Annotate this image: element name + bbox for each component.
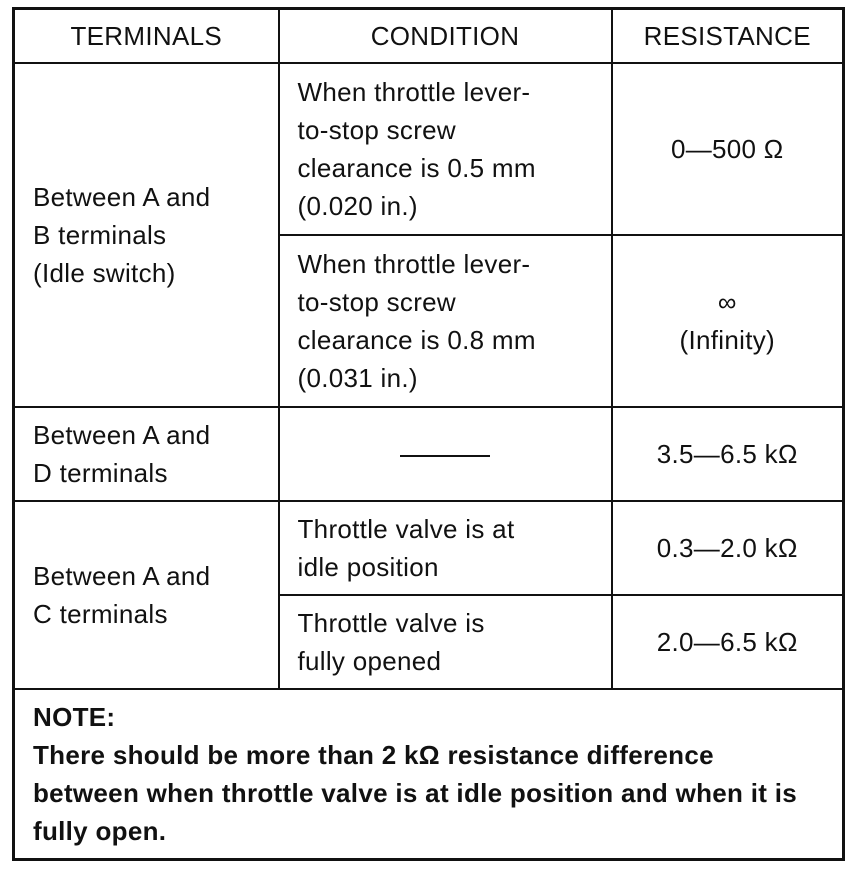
resistance-ac-2: 2.0—6.5 kΩ xyxy=(612,595,844,689)
header-resistance: RESISTANCE xyxy=(612,9,844,64)
header-terminals: TERMINALS xyxy=(14,9,279,64)
resistance-ab-2: ∞ (Infinity) xyxy=(612,235,844,407)
table-row xyxy=(14,63,844,235)
terminals-ad: Between A and D terminals xyxy=(14,407,279,501)
table-row xyxy=(14,407,844,501)
terminals-ac: Between A and C terminals xyxy=(14,501,279,689)
resistance-ab-1: 0—500 Ω xyxy=(612,63,844,235)
note-row xyxy=(14,689,844,860)
header-condition: CONDITION xyxy=(279,9,612,64)
resistance-spec-table xyxy=(12,7,845,861)
condition-ad-empty xyxy=(279,407,612,501)
condition-ab-2: When throttle lever- to-stop screw clearance is 0.8 mm (0.031 in.) xyxy=(279,235,612,407)
resistance-ad: 3.5—6.5 kΩ xyxy=(612,407,844,501)
empty-dash xyxy=(400,455,490,457)
header-row xyxy=(14,9,844,64)
table-row xyxy=(14,501,844,595)
note-title: NOTE: xyxy=(33,702,116,732)
condition-ac-2: Throttle valve is fully opened xyxy=(279,595,612,689)
terminals-ab: Between A and B terminals (Idle switch) xyxy=(14,63,279,407)
note-text: There should be more than 2 kΩ resistance difference between when throttle valve is at idle position and when it is fully open. xyxy=(33,740,798,846)
note-cell xyxy=(14,689,844,860)
condition-ab-1: When throttle lever- to-stop screw clearance is 0.5 mm (0.020 in.) xyxy=(279,63,612,235)
resistance-ac-1: 0.3—2.0 kΩ xyxy=(612,501,844,595)
condition-ac-1: Throttle valve is at idle position xyxy=(279,501,612,595)
